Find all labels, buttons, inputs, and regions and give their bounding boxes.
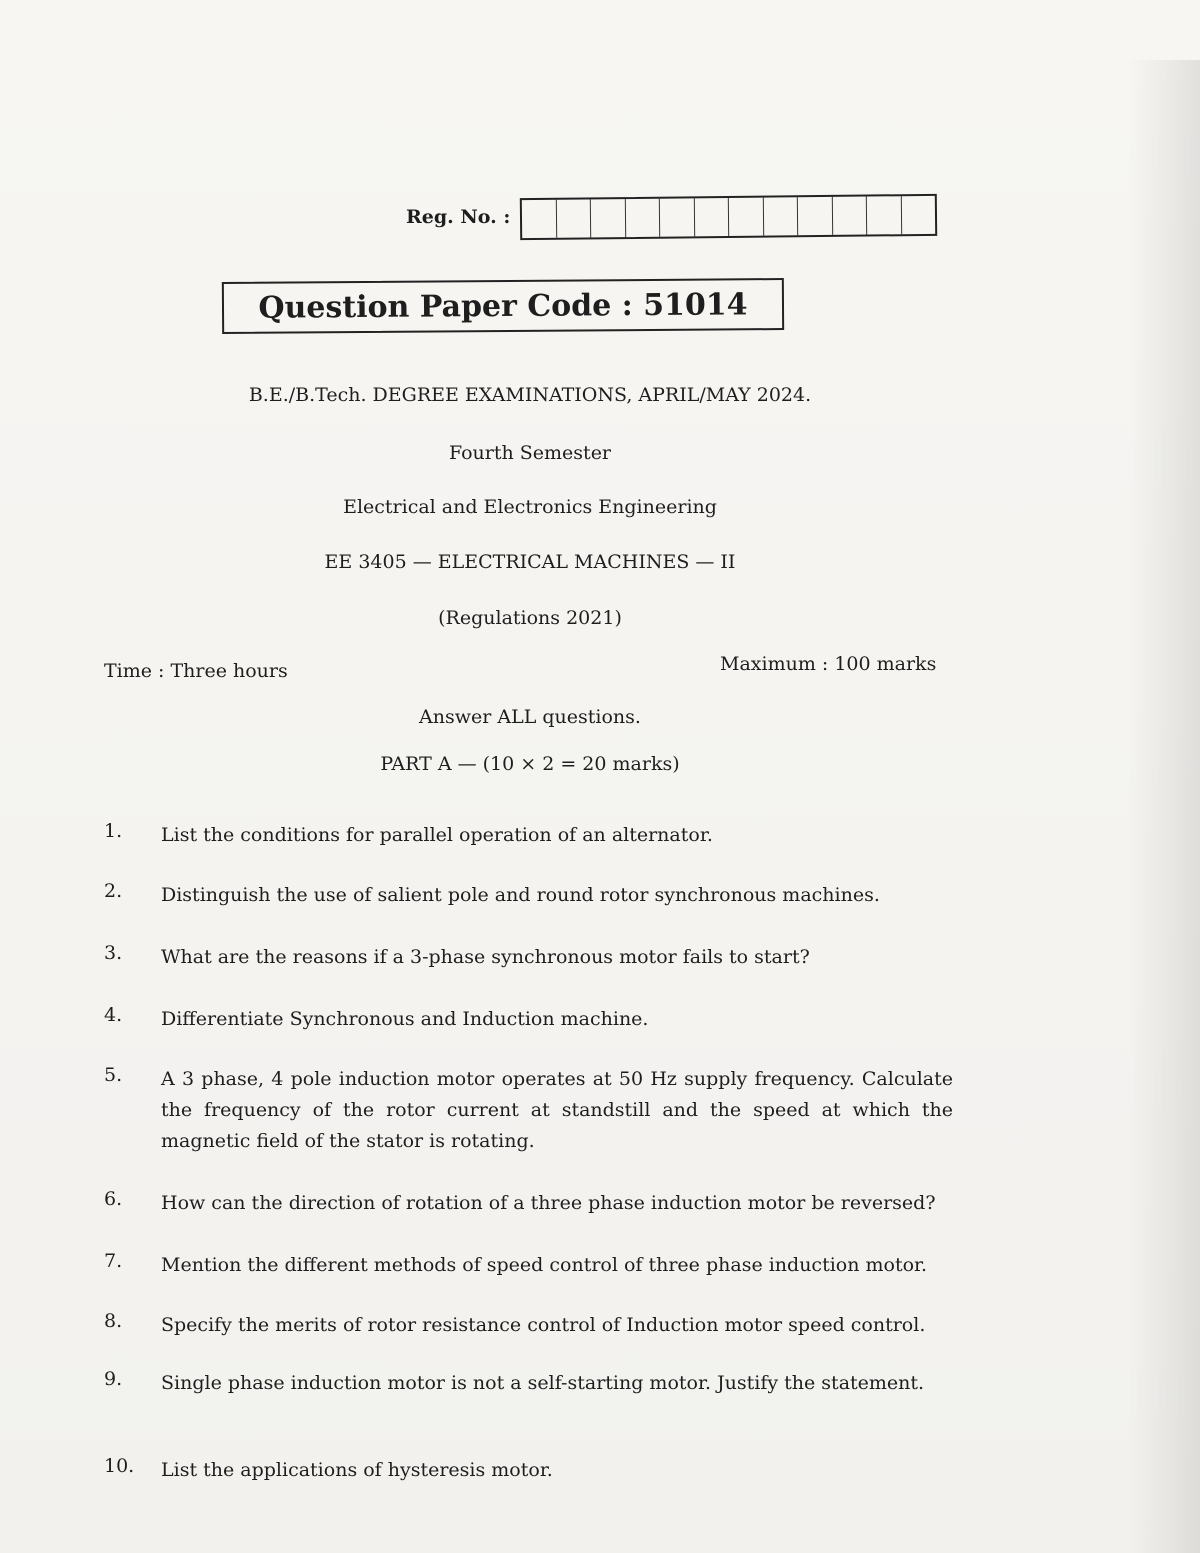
reg-number-box [660,198,695,236]
reg-number-box [729,198,764,236]
question-paper-code: Question Paper Code : 51014 [222,278,784,334]
reg-number-box [626,199,661,237]
question-text: Specify the merits of rotor resistance control of Induction motor speed control. [161,1314,926,1336]
page-edge-shadow [1128,60,1200,1553]
question-number: 10. [104,1455,135,1477]
question-number: 2. [104,880,123,902]
question-text: Differentiate Synchronous and Induction machine. [161,1008,649,1030]
reg-number-box [902,196,936,234]
question-text: List the conditions for parallel operation of an alternator. [161,824,713,846]
exam-title: B.E./B.Tech. DEGREE EXAMINATIONS, APRIL/MAY 2024. [248,384,812,406]
reg-number-box [867,196,902,234]
reg-number-box [522,200,557,238]
question-text: List the applications of hysteresis motor. [161,1459,553,1481]
question-number: 8. [104,1310,123,1332]
question-number: 1. [104,820,123,842]
semester: Fourth Semester [448,442,612,464]
question-text: What are the reasons if a 3-phase synchronous motor fails to start? [161,946,810,968]
question-number: 5. [104,1064,123,1086]
course-title: EE 3405 — ELECTRICAL MACHINES — II [324,551,736,573]
reg-number-box [764,197,799,235]
question-number: 7. [104,1250,123,1272]
regulations: (Regulations 2021) [438,607,622,629]
reg-number-box [591,199,626,237]
question-number: 9. [104,1368,123,1390]
reg-number-box [695,198,730,236]
reg-number-box [557,199,592,237]
question-number: 3. [104,942,123,964]
question-number: 6. [104,1188,123,1210]
instruction: Answer ALL questions. [419,706,641,728]
question-text: How can the direction of rotation of a three phase induction motor be reversed? [161,1192,936,1214]
exam-duration: Time : Three hours [104,660,288,682]
question-text: Distinguish the use of salient pole and round rotor synchronous machines. [161,884,880,906]
reg-number-box [798,197,833,235]
reg-number-field [406,196,937,238]
question-text: Single phase induction motor is not a self-starting motor. Justify the statement. [161,1372,925,1394]
reg-number-boxes [520,194,937,240]
reg-number-box [833,197,868,235]
question-number: 4. [104,1004,123,1026]
reg-number-label: Reg. No. : [406,206,511,228]
max-marks: Maximum : 100 marks [720,653,937,675]
part-a-heading: PART A — (10 × 2 = 20 marks) [380,753,680,775]
department: Electrical and Electronics Engineering [343,496,717,518]
question-text: Mention the different methods of speed control of three phase induction motor. [161,1254,928,1276]
question-text: A 3 phase, 4 pole induction motor operates at 50 Hz supply frequency. Calculate the frequency of the rotor current at standstill and the speed at which the magnetic field of the stator is rotating. [161,1068,953,1152]
